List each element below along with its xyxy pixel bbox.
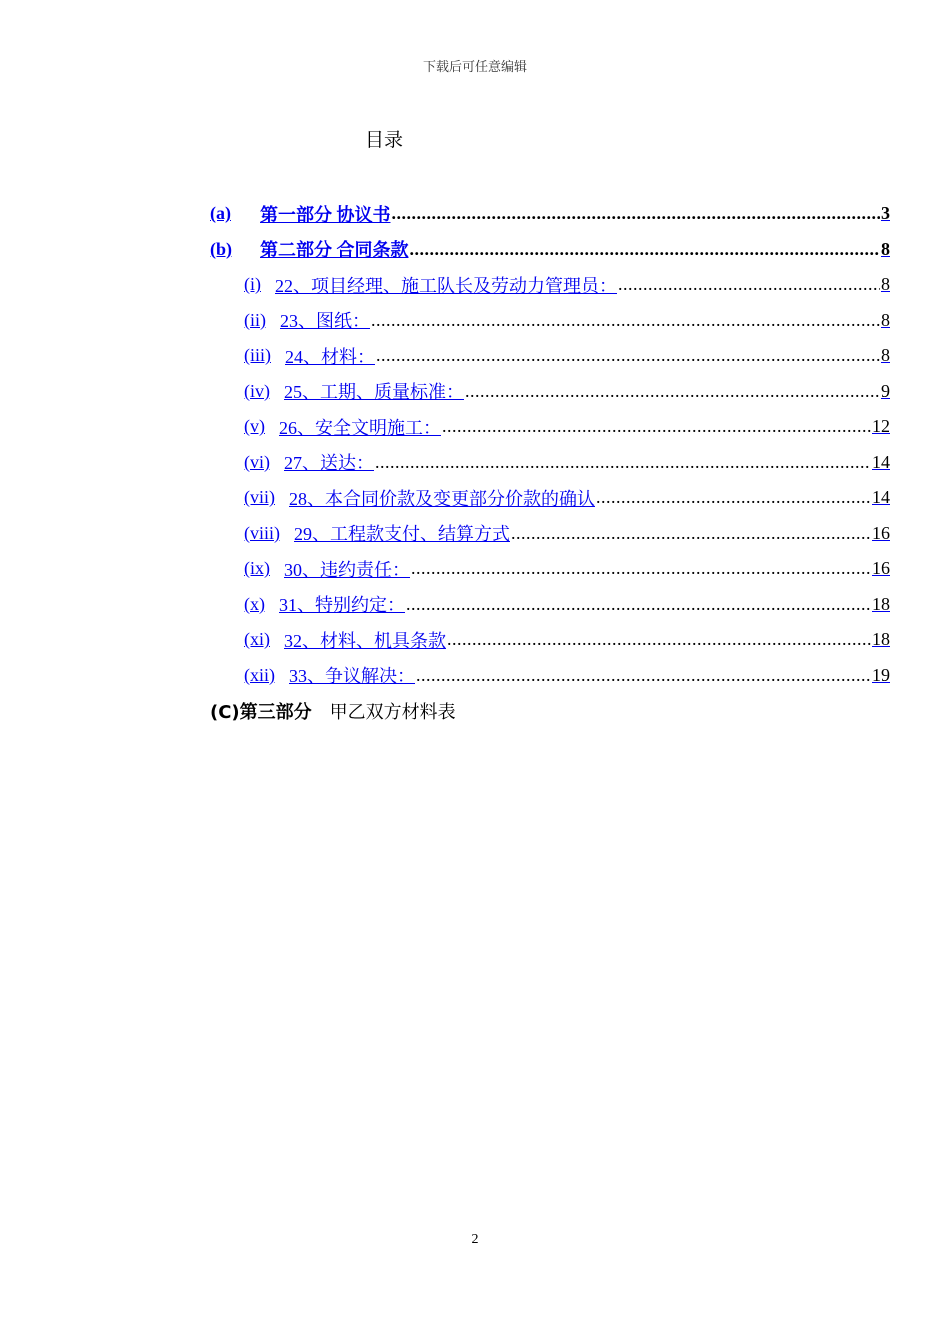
toc-entry-number[interactable]: (i) xyxy=(244,274,261,295)
toc-entry-page[interactable]: 18 xyxy=(872,593,890,614)
toc-entry-item[interactable] xyxy=(210,480,890,516)
leader-dots xyxy=(442,416,871,437)
toc-entry-page[interactable]: 14 xyxy=(872,487,890,508)
part-three-text: 甲乙双方材料表 xyxy=(329,701,456,723)
toc-entry-text[interactable]: 第一部分 协议书 xyxy=(260,204,391,225)
leader-dots xyxy=(465,381,880,402)
toc-entry-number[interactable]: (ii) xyxy=(244,309,266,330)
toc-entry-page[interactable]: 3 xyxy=(881,203,890,224)
toc-entry-text[interactable]: 第二部分 合同条款 xyxy=(260,240,409,261)
toc-entry-number[interactable]: (vii) xyxy=(244,487,275,508)
toc-entry-part-three xyxy=(210,693,890,729)
toc-entry-text[interactable]: 27、送达： xyxy=(284,453,374,474)
toc-entry-item[interactable] xyxy=(210,374,890,410)
toc-entry-text[interactable]: 24、材料： xyxy=(285,346,375,367)
toc-entry-text[interactable]: 28、本合同价款及变更部分价款的确认 xyxy=(289,488,595,509)
toc-entry-number[interactable]: (x) xyxy=(244,593,265,614)
toc-entry-text[interactable]: 32、材料、机具条款 xyxy=(284,630,446,651)
toc-entry-text[interactable]: 22、项目经理、施工队长及劳动力管理员： xyxy=(275,275,617,296)
toc-entry-number[interactable]: (viii) xyxy=(244,522,280,543)
leader-dots xyxy=(416,665,871,686)
toc-entry-page[interactable]: 9 xyxy=(881,380,890,401)
toc-entry-number[interactable]: (ix) xyxy=(244,558,270,579)
toc-entry-page[interactable]: 8 xyxy=(881,345,890,366)
leader-dots xyxy=(406,594,871,615)
page-number: 2 xyxy=(471,1232,479,1247)
toc-entry-item[interactable] xyxy=(210,303,890,339)
toc-entry-item[interactable] xyxy=(210,409,890,445)
leader-dots xyxy=(376,345,880,366)
toc-entry-text[interactable]: 31、特别约定： xyxy=(279,595,405,616)
toc-entry-page[interactable]: 19 xyxy=(872,664,890,685)
toc-entry-text[interactable]: 26、安全文明施工： xyxy=(279,417,441,438)
toc-entry-label[interactable]: (a) xyxy=(210,203,231,224)
toc-entry-number[interactable]: (xi) xyxy=(244,629,270,650)
toc-entry-item[interactable] xyxy=(210,338,890,374)
toc-entry-number[interactable]: (iii) xyxy=(244,345,271,366)
leader-dots xyxy=(511,523,871,544)
leader-dots xyxy=(411,558,871,579)
toc-entry-text[interactable]: 29、工程款支付、结算方式 xyxy=(294,524,510,545)
toc-entry-item[interactable] xyxy=(210,658,890,694)
toc-entry-number[interactable]: (xii) xyxy=(244,664,275,685)
leader-dots xyxy=(447,629,871,650)
toc-entry-item[interactable] xyxy=(210,551,890,587)
toc-entry-text[interactable]: 30、违约责任： xyxy=(284,559,410,580)
toc-entry-page[interactable]: 8 xyxy=(881,238,890,259)
toc-entry-page[interactable]: 12 xyxy=(872,416,890,437)
part-three-heading: (C)第三部分 xyxy=(210,701,312,723)
toc-entry-page[interactable]: 8 xyxy=(881,274,890,295)
toc-title: 目录 xyxy=(365,130,404,151)
leader-dots xyxy=(618,274,880,295)
toc-entry-page[interactable]: 16 xyxy=(872,558,890,579)
toc-entry-item[interactable] xyxy=(210,267,890,303)
toc-entry-text[interactable]: 25、工期、质量标准： xyxy=(284,382,464,403)
table-of-contents xyxy=(210,196,890,729)
leader-dots xyxy=(596,487,871,508)
leader-dots xyxy=(371,310,880,331)
toc-entry-text[interactable]: 23、图纸： xyxy=(280,311,370,332)
toc-entry-item[interactable] xyxy=(210,445,890,481)
toc-entry-page[interactable]: 16 xyxy=(872,522,890,543)
toc-entry-number[interactable]: (vi) xyxy=(244,451,270,472)
toc-entry-part-one[interactable] xyxy=(210,196,890,232)
toc-entry-number[interactable]: (v) xyxy=(244,416,265,437)
leader-dots xyxy=(392,203,881,224)
toc-entry-item[interactable] xyxy=(210,516,890,552)
toc-entry-number[interactable]: (iv) xyxy=(244,380,270,401)
toc-entry-item[interactable] xyxy=(210,587,890,623)
toc-entry-page[interactable]: 14 xyxy=(872,451,890,472)
toc-entry-text[interactable]: 33、争议解决： xyxy=(289,666,415,687)
toc-entry-label[interactable]: (b) xyxy=(210,238,232,259)
toc-entry-page[interactable]: 18 xyxy=(872,629,890,650)
toc-entry-page[interactable]: 8 xyxy=(881,309,890,330)
leader-dots xyxy=(410,239,881,260)
leader-dots xyxy=(375,452,871,473)
header-note: 下载后可任意编辑 xyxy=(422,59,527,74)
toc-entry-item[interactable] xyxy=(210,622,890,658)
toc-entry-part-two[interactable] xyxy=(210,232,890,268)
